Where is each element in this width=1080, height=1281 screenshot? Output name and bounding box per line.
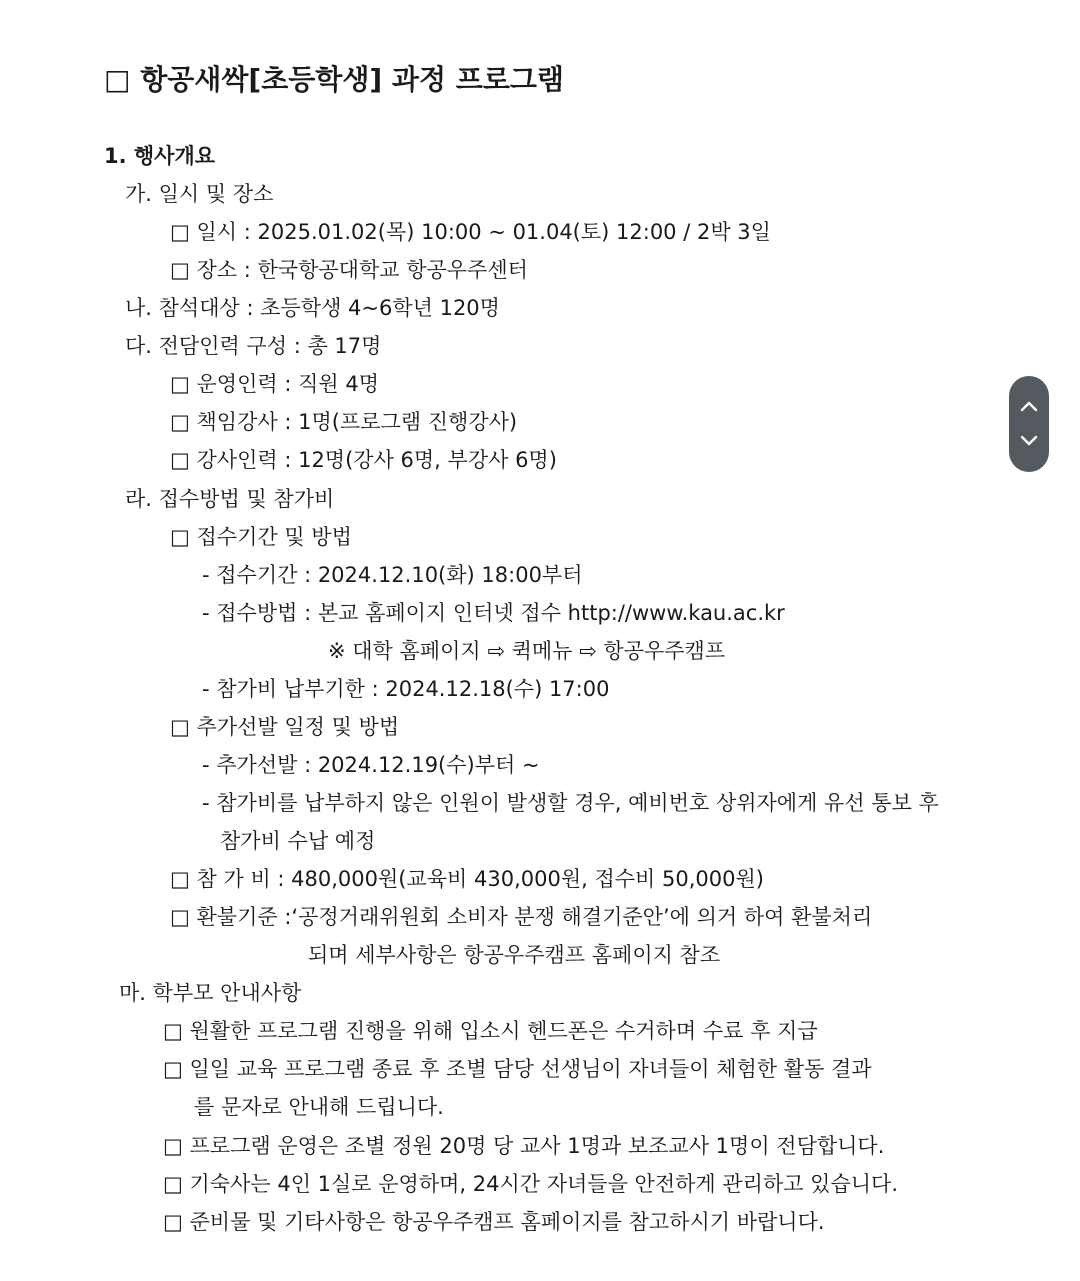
item-parent-1: □ 원활한 프로그램 진행을 위해 입소시 헨드폰은 수거하며 수료 후 지급 — [163, 1019, 818, 1043]
item-lead-instructor: □ 책임강사 : 1명(프로그램 진행강사) — [170, 410, 518, 434]
item-parent-2: □ 일일 교육 프로그램 종료 후 조별 담당 선생님이 자녀들이 체험한 활동 결과 — [163, 1057, 872, 1081]
item-da-heading: 다. 전담인력 구성 : 총 17명 — [125, 334, 382, 358]
item-fee-deadline: - 참가비 납부기한 : 2024.12.18(수) 17:00 — [202, 677, 610, 701]
item-additional-note-cont: 참가비 수납 예정 — [220, 829, 376, 853]
item-reg-method: - 접수방법 : 본교 홈페이지 인터넷 접수 http://www.kau.ac.kr — [202, 601, 785, 625]
item-parent-4: □ 기숙사는 4인 1실로 운영하며, 24시간 자녀들을 안전하게 관리하고 있습니다. — [163, 1172, 899, 1196]
scroll-up-button[interactable] — [1017, 395, 1041, 419]
item-instructors: □ 강사인력 : 12명(강사 6명, 부강사 6명) — [170, 448, 557, 472]
item-fee: □ 참 가 비 : 480,000원(교육비 430,000원, 접수비 50,000원) — [170, 867, 764, 891]
item-additional: □ 추가선발 일정 및 방법 — [170, 715, 400, 739]
chevron-up-icon — [1017, 395, 1041, 419]
item-refund-cont: 되며 세부사항은 항공우주캠프 홈페이지 참조 — [308, 943, 721, 967]
item-registration: □ 접수기간 및 방법 — [170, 525, 352, 549]
item-staff: □ 운영인력 : 직원 4명 — [170, 372, 379, 396]
item-ga-heading: 가. 일시 및 장소 — [125, 182, 274, 206]
item-parent-5: □ 준비물 및 기타사항은 항공우주캠프 홈페이지를 참고하시기 바랍니다. — [163, 1210, 825, 1234]
item-ra-heading: 라. 접수방법 및 참가비 — [125, 487, 335, 511]
chevron-down-icon — [1017, 428, 1041, 452]
item-refund: □ 환불기준 :‘공정거래위원회 소비자 분쟁 해결기준안’에 의거 하여 환불처리 — [170, 905, 873, 929]
item-parent-2-cont: 를 문자로 안내해 드립니다. — [194, 1095, 444, 1119]
item-additional-date: - 추가선발 : 2024.12.19(수)부터 ~ — [202, 753, 540, 777]
item-date: □ 일시 : 2025.01.02(목) 10:00 ~ 01.04(토) 12:00 / 2박 3일 — [170, 220, 771, 244]
item-ma-heading: 마. 학부모 안내사항 — [119, 981, 302, 1005]
item-place: □ 장소 : 한국항공대학교 항공우주센터 — [170, 258, 528, 282]
item-na-heading: 나. 참석대상 : 초등학생 4~6학년 120명 — [125, 296, 500, 320]
item-parent-3: □ 프로그램 운영은 조별 정원 20명 당 교사 1명과 보조교사 1명이 전담합니다. — [163, 1134, 885, 1158]
page-nav-control — [1009, 376, 1049, 472]
item-reg-note: ※ 대학 홈페이지 ⇨ 퀵메뉴 ⇨ 항공우주캠프 — [328, 639, 726, 663]
section-heading: 1. 행사개요 — [104, 144, 216, 168]
page-title: □ 항공새싹[초등학생] 과정 프로그램 — [104, 63, 564, 96]
item-additional-note: - 참가비를 납부하지 않은 인원이 발생할 경우, 예비번호 상위자에게 유선 통보 후 — [202, 791, 939, 815]
item-reg-period: - 접수기간 : 2024.12.10(화) 18:00부터 — [202, 563, 583, 587]
scroll-down-button[interactable] — [1017, 428, 1041, 452]
